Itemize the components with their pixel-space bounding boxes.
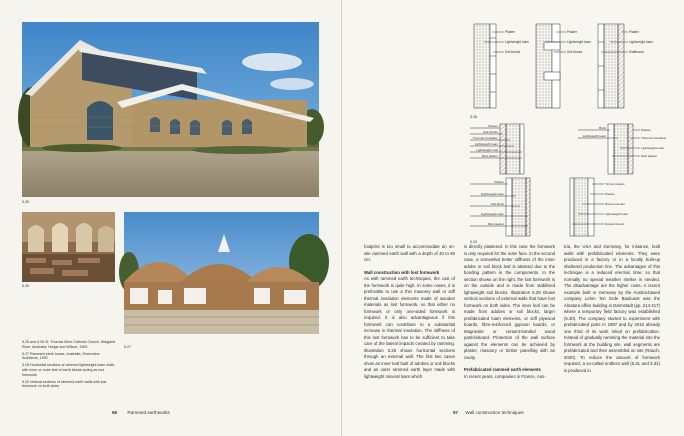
fig-label-5-28: 5.28 — [470, 115, 477, 119]
col1-para1: footprint is too small to accommodate an on-site rammed earth wall with a depth of 40 to 60 cm. — [364, 244, 455, 262]
label-b6: Brick — [599, 126, 606, 130]
label-c8: Lightweight loam — [605, 212, 629, 216]
label-c4: Mud plaster — [487, 222, 504, 226]
label-b11: Mud plaster — [641, 154, 658, 158]
label-a8: Slatfboard — [629, 50, 644, 54]
fig-label-5-29: 5.29 — [470, 240, 477, 244]
label-b1: Soil blocks — [483, 130, 498, 134]
label-b7: Lightweight loam — [582, 134, 606, 138]
label-b4: Lightweight wall — [476, 148, 498, 152]
col1-para2: As with rammed earth techniques, the cost of the formwork is quite high. In some cases, it is preferable to use a thin masonry wall or stiff thermal insulation elements made of wooden materials as lost formwork, so that either no formwork or only one-sided formwork is required. It is also advantageous if this formwork can contribute to a substantial increase in thermal insulation. The stiffness of this lost formwork has to be sufficient to take care of the lateral impacts created by ramming. Illustration 5.28 shows horizontal sections through an external wall. The first two cases show an inner leaf built of adobes or soil blocks and an outer rammed earth layer made with lightweight mineral loam which — [364, 276, 455, 379]
label-a1: Lightweight loam — [505, 40, 529, 44]
label-a2: Soil blocks — [505, 50, 521, 54]
caption-5-28: 5.28 Horizontal sections of rammed lightweight loam walls with inner or outer leaf of earth blocks acting as lost formwork — [22, 363, 115, 377]
label-b8: Plaster — [641, 128, 651, 132]
label-b3: Lightweight loam — [474, 142, 498, 146]
label-b0: Plaster — [488, 124, 498, 128]
label-b2: Thermal insulation — [472, 136, 498, 140]
label-a5: Soil blocks — [567, 50, 583, 54]
label-c5: Timber panels — [605, 182, 625, 186]
label-c0: Plaster — [494, 180, 504, 184]
text-column-2 — [464, 244, 555, 386]
fig-label-5-25: 5.25 — [22, 200, 29, 204]
label-a4: Lightweight loam — [567, 40, 591, 44]
text-column-1 — [364, 244, 455, 386]
fig-label-5-27: 5.27 — [124, 345, 131, 349]
fig-label-5-26: 5.26 — [22, 284, 29, 288]
label-c2: Soil block — [490, 202, 504, 206]
caption-5-25-5-26: 5.25 and 5.26 St. Thomas More Catholic Church, Margaret River, Australia; Hodge and Wilson, 1983 — [22, 340, 116, 349]
label-a7: Lightweight loam — [629, 40, 653, 44]
running-title-left: Rammed earthworks — [127, 410, 170, 415]
diagram-5-29-upper-sections — [470, 122, 667, 176]
label-c9: Ducted board — [605, 222, 624, 226]
label-c3: Lightweight loam — [480, 212, 504, 216]
caption-5-27: 5.27 Rammed earth house, Australia, Greenview Architects, 1992 — [22, 351, 100, 361]
diagram-5-28-horizontal-sections — [470, 22, 660, 112]
label-b9: Thermal insulation — [641, 136, 667, 140]
church-exterior-photo — [22, 22, 319, 197]
folio-left — [112, 410, 170, 415]
page-number-left: 56 — [112, 410, 118, 415]
label-b10: Lightweight loam — [641, 146, 665, 150]
label-c1: Lightweight loam — [480, 192, 504, 196]
col3-para1: tria, the USA and Germany, for instance, built walls with prefabricated elements. They were produced in a factory or in a locally built-up sheltered production line. The advantages of this technique is a reduced erection time, so that normally no special weather shelter is needed. The disadvantage are the higher costs. A recent example built in Germany by the Austria-based company Lehm Ton Erde Baukunst was the Alnatura office building in Darmstadt (pp. 214-217) where a temporary field factory was established (5.30). The company started to experiment with prefabricated parts in 1997 and by 2015 already one third of its work relied on prefabrication. Instead of gradually ramming the material into the formwork at the building site, wall segments are prefabricated and then assembled on site (Rauch, 2020). To reduce the amount of formwork required, a so-called endless wall (5.31 and 5.32) is produced in — [564, 244, 660, 373]
caption-block — [22, 340, 117, 389]
col2-para1: is directly plastered. In this case the formwork is only required for the outer face. In the second case, a somewhat better stiffness of the inner adobe or soil block leaf is attained due to the bonding pattern in the components. In the section shown on the right, the lost formwork is on the outside and is made from stabilised lightweight soil blocks. Illustration 5.29 shows vertical sections of external walls that have lost formwork on both sides. The inner leaf can be made from adobes or soil blocks, larger prefabricated loam elements, or stiff plywood boards, fibre-reinforced gypsum boards, or Magnesite or cement-bonded wood particleboard. Protection of the wall surface against the elements can be achieved by plaster, masonry or timber panelling with air cavity. — [464, 244, 556, 360]
label-c6: Plaster — [605, 192, 615, 196]
heading-prefabricated: Prefabricated rammed earth elements — [464, 367, 541, 372]
caption-5-29: 5.29 Vertical sections of rammed earth walls with lost formwork on both sides — [22, 379, 107, 389]
label-a0: Plaster — [505, 30, 515, 34]
right-page — [342, 0, 684, 436]
label-a6: Plaster — [629, 30, 639, 34]
label-b5: Mud plaster — [481, 154, 498, 158]
vaulted-house-photo — [124, 212, 319, 334]
church-interior-photo — [22, 212, 115, 282]
folio-right — [453, 410, 524, 415]
heading-lost-formwork: Wall construction with lost formwork — [364, 269, 440, 275]
running-title-right: Wall construction techniques — [465, 410, 524, 415]
col2-para2: In recent years, companies in France, Aus- — [464, 373, 546, 379]
text-column-3 — [564, 244, 660, 380]
page-number-right: 57 — [453, 410, 459, 415]
diagram-5-29-lower-sections — [470, 176, 660, 238]
label-c7: Rammed loam — [605, 202, 626, 206]
label-a3: Plaster — [567, 30, 577, 34]
